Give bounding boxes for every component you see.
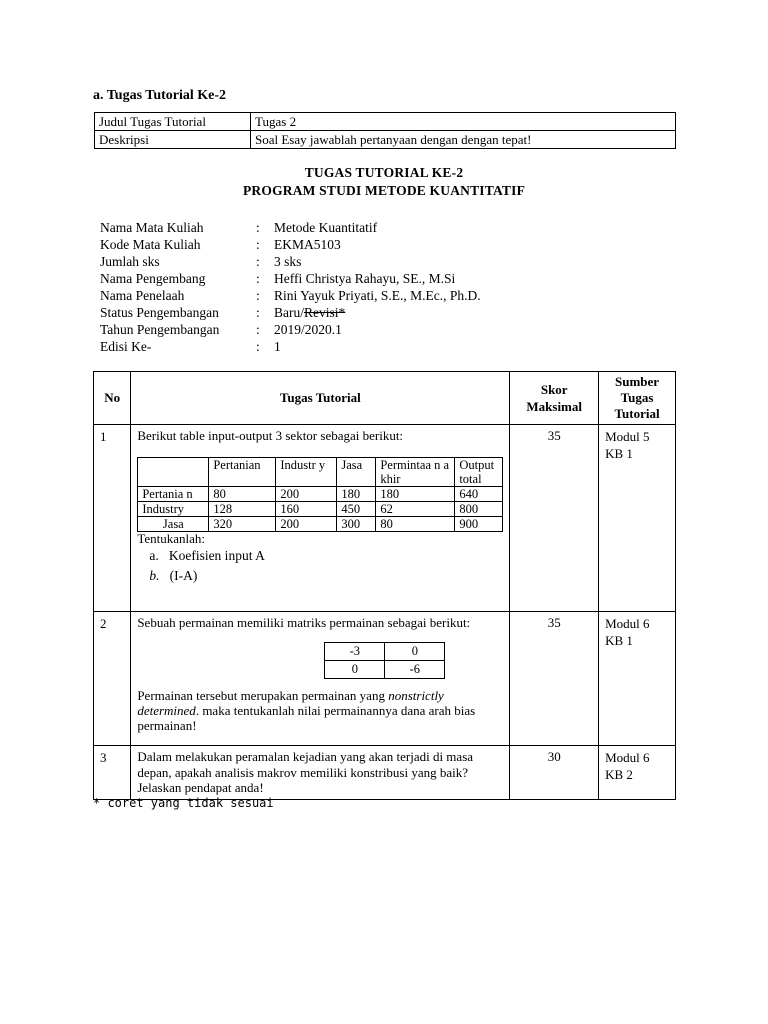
task-content bbox=[131, 612, 510, 746]
info-value: Soal Esay jawablah pertanyaan dengan dengan tepat! bbox=[251, 131, 676, 149]
io-row bbox=[138, 517, 503, 532]
question-italic-term: nonstrictly determined bbox=[137, 688, 444, 718]
option-text: Koefisien input A bbox=[168, 548, 265, 563]
meta-row bbox=[100, 304, 481, 321]
task-number: 3 bbox=[94, 746, 131, 800]
meta-value: Heffi Christya Rahayu, SE., M.Si bbox=[274, 271, 456, 286]
matrix-row bbox=[325, 661, 445, 679]
task-content bbox=[131, 425, 510, 612]
meta-label: Kode Mata Kuliah bbox=[100, 237, 201, 252]
io-header-cell: Jasa bbox=[337, 458, 376, 487]
course-meta bbox=[100, 219, 481, 355]
matrix-cell: -3 bbox=[325, 643, 385, 661]
io-cell: 450 bbox=[337, 502, 376, 517]
meta-value: EKMA5103 bbox=[274, 237, 341, 252]
option-marker: b. bbox=[149, 568, 160, 583]
task-number: 2 bbox=[94, 612, 131, 746]
source-module: Modul 6 bbox=[605, 616, 650, 631]
task-prompt: Tentukanlah: bbox=[137, 531, 206, 546]
task-row-3 bbox=[94, 746, 676, 800]
io-cell: 200 bbox=[276, 487, 337, 502]
io-table bbox=[137, 457, 503, 532]
io-row bbox=[138, 487, 503, 502]
source-kb: KB 1 bbox=[605, 633, 633, 648]
io-header-cell: Output total bbox=[455, 458, 503, 487]
question-text: . maka tentukanlah nilai permainannya dana arah bias permainan! bbox=[137, 703, 476, 733]
matrix-cell: 0 bbox=[385, 643, 445, 661]
meta-colon: : bbox=[256, 288, 260, 303]
meta-colon: : bbox=[256, 271, 260, 286]
meta-label: Tahun Pengembangan bbox=[100, 322, 220, 337]
tasks-table bbox=[93, 371, 676, 800]
io-cell: Jasa bbox=[138, 517, 209, 532]
matrix-cell: -6 bbox=[385, 661, 445, 679]
option-marker: a. bbox=[149, 548, 159, 563]
source-module: Modul 6 bbox=[605, 750, 650, 765]
meta-row bbox=[100, 253, 481, 270]
meta-value: Metode Kuantitatif bbox=[274, 220, 378, 235]
option-text: (I-A) bbox=[169, 568, 198, 583]
io-cell: 800 bbox=[455, 502, 503, 517]
game-matrix bbox=[324, 642, 445, 679]
meta-row bbox=[100, 287, 481, 304]
io-row bbox=[138, 502, 503, 517]
heading-line-1: TUGAS TUTORIAL KE-2 bbox=[304, 165, 464, 180]
task-option-b bbox=[137, 566, 503, 586]
info-row bbox=[95, 131, 676, 149]
io-cell: 200 bbox=[276, 517, 337, 532]
meta-colon: : bbox=[256, 339, 260, 354]
meta-row bbox=[100, 270, 481, 287]
io-cell: Industry bbox=[138, 502, 209, 517]
meta-row bbox=[100, 236, 481, 253]
task-content: Dalam melakukan peramalan kejadian yang akan terjadi di masa depan, apakah analisis makrov memiliki konstribusi yang baik? Jelaskan pendapat anda! bbox=[131, 746, 510, 800]
question-text: Permainan tersebut merupakan permainan yang bbox=[137, 688, 389, 703]
meta-label: Nama Penelaah bbox=[100, 288, 185, 303]
io-cell: 320 bbox=[209, 517, 276, 532]
meta-label: Edisi Ke- bbox=[100, 339, 152, 354]
header-source: Sumber Tugas Tutorial bbox=[599, 372, 676, 425]
task-score: 35 bbox=[510, 612, 599, 746]
status-baru: Baru/ bbox=[274, 305, 304, 320]
io-cell: 80 bbox=[209, 487, 276, 502]
meta-row bbox=[100, 338, 481, 355]
source-kb: KB 2 bbox=[605, 767, 633, 782]
matrix-row bbox=[325, 643, 445, 661]
meta-colon: : bbox=[256, 220, 260, 235]
io-cell: 128 bbox=[209, 502, 276, 517]
meta-label: Nama Mata Kuliah bbox=[100, 220, 204, 235]
meta-value bbox=[274, 304, 345, 321]
io-header-cell: Permintaa n akhir bbox=[376, 458, 455, 487]
task-number: 1 bbox=[94, 425, 131, 612]
task-row-2 bbox=[94, 612, 676, 746]
matrix-cell: 0 bbox=[325, 661, 385, 679]
meta-value: 3 sks bbox=[274, 254, 302, 269]
status-revisi-struck: Revisi* bbox=[304, 305, 346, 320]
task-option-a bbox=[137, 546, 503, 566]
tasks-header-row bbox=[94, 372, 676, 425]
meta-colon: : bbox=[256, 237, 260, 252]
info-value: Tugas 2 bbox=[251, 113, 676, 131]
heading-line-2: PROGRAM STUDI METODE KUANTITATIF bbox=[242, 183, 526, 198]
io-header-cell bbox=[138, 458, 209, 487]
io-cell: Pertania n bbox=[138, 487, 209, 502]
info-label: Deskripsi bbox=[95, 131, 251, 149]
meta-row bbox=[100, 219, 481, 236]
io-cell: 900 bbox=[455, 517, 503, 532]
meta-row bbox=[100, 321, 481, 338]
io-cell: 62 bbox=[376, 502, 455, 517]
meta-label: Nama Pengembang bbox=[100, 271, 206, 286]
info-table bbox=[94, 112, 676, 149]
meta-colon: : bbox=[256, 305, 260, 320]
task-source bbox=[599, 612, 676, 746]
header-no: No bbox=[94, 372, 131, 425]
task-intro: Berikut table input-output 3 sektor sebagai berikut: bbox=[137, 428, 404, 443]
meta-label: Jumlah sks bbox=[100, 254, 160, 269]
io-header-cell: Pertanian bbox=[209, 458, 276, 487]
meta-colon: : bbox=[256, 322, 260, 337]
io-header-row bbox=[138, 458, 503, 487]
header-skor: Skor Maksimal bbox=[510, 372, 599, 425]
meta-value: Rini Yayuk Priyati, S.E., M.Ec., Ph.D. bbox=[274, 288, 481, 303]
meta-value: 1 bbox=[274, 339, 281, 354]
io-header-cell: Industr y bbox=[276, 458, 337, 487]
task-score: 35 bbox=[510, 425, 599, 612]
footnote: * coret yang tidak sesuai bbox=[93, 796, 274, 810]
io-cell: 160 bbox=[276, 502, 337, 517]
task-question bbox=[137, 688, 503, 733]
info-label: Judul Tugas Tutorial bbox=[95, 113, 251, 131]
task-score: 30 bbox=[510, 746, 599, 800]
io-cell: 180 bbox=[337, 487, 376, 502]
io-cell: 180 bbox=[376, 487, 455, 502]
task-source bbox=[599, 425, 676, 612]
meta-value: 2019/2020.1 bbox=[274, 322, 342, 337]
meta-label: Status Pengembangan bbox=[100, 305, 219, 320]
source-kb: KB 1 bbox=[605, 446, 633, 461]
header-task: Tugas Tutorial bbox=[131, 372, 510, 425]
io-cell: 300 bbox=[337, 517, 376, 532]
section-title: a. Tugas Tutorial Ke-2 bbox=[93, 88, 227, 103]
io-cell: 80 bbox=[376, 517, 455, 532]
task-intro: Sebuah permainan memiliki matriks permainan sebagai berikut: bbox=[137, 615, 471, 630]
meta-colon: : bbox=[256, 254, 260, 269]
io-cell: 640 bbox=[455, 487, 503, 502]
info-row bbox=[95, 113, 676, 131]
task-source bbox=[599, 746, 676, 800]
task-row-1 bbox=[94, 425, 676, 612]
source-module: Modul 5 bbox=[605, 429, 650, 444]
